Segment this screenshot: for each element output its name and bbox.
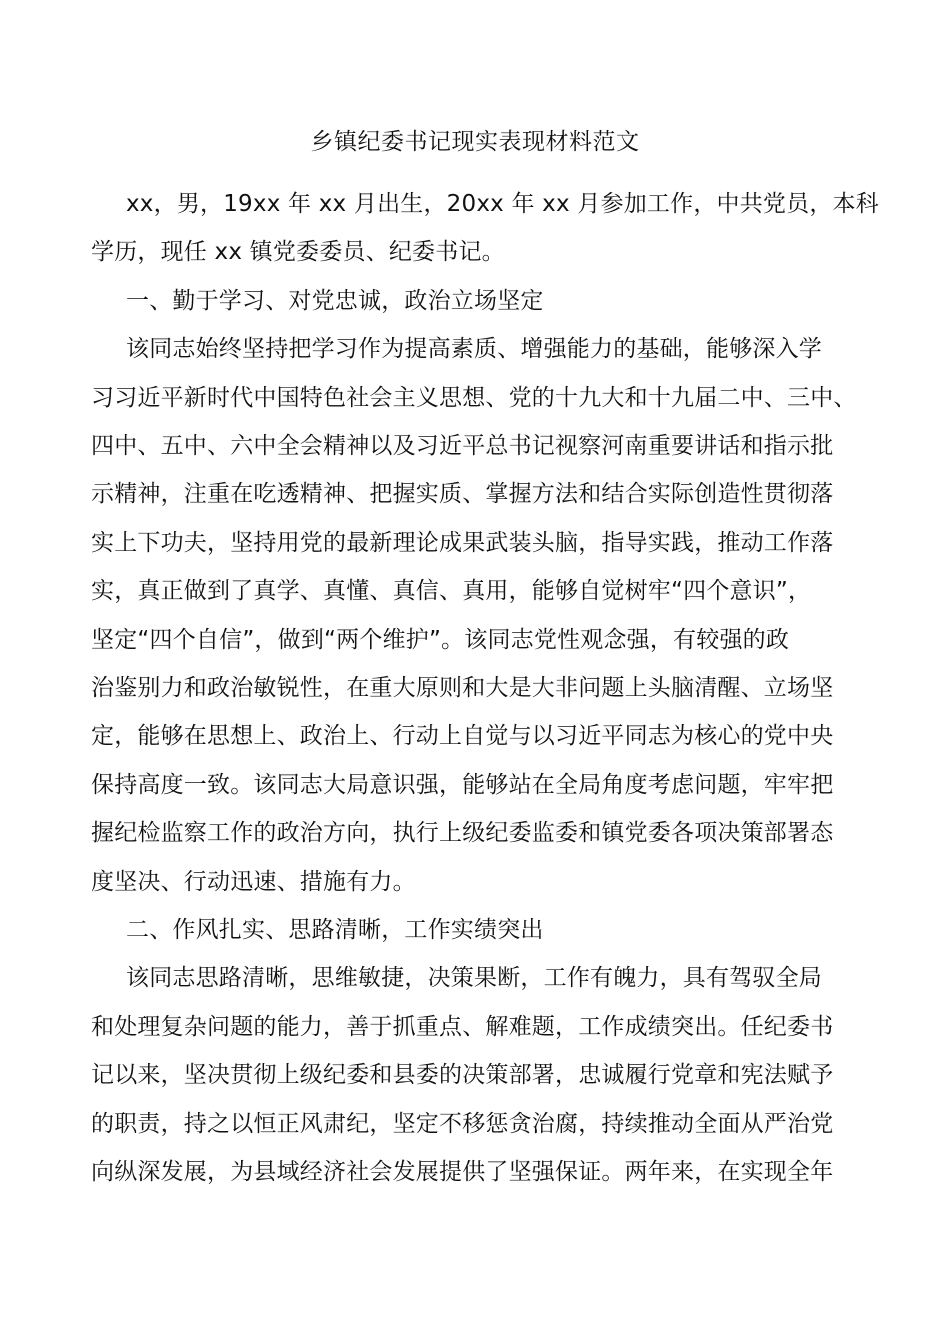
paragraph-line: 握纪检监察工作的政治方向，执行上级纪委监委和镇党委各项决策部署态 bbox=[91, 820, 834, 846]
section-heading: 一、勤于学习、对党忠诚，政治立场坚定 bbox=[126, 288, 544, 314]
paragraph-line: 保持高度一致。该同志大局意识强，能够站在全局角度考虑问题，牢牢把 bbox=[91, 772, 834, 798]
paragraph-line: 实上下功夫，坚持用党的最新理论成果武装头脑，指导实践，推动工作落 bbox=[91, 530, 834, 556]
section-heading: 二、作风扎实、思路清晰，工作实绩突出 bbox=[126, 917, 544, 943]
paragraph-line: 该同志思路清晰，思维敏捷，决策果断，工作有魄力，具有驾驭全局 bbox=[126, 965, 822, 991]
paragraph-line: 治鉴别力和政治敏锐性，在重大原则和大是大非问题上头脑清醒、立场坚 bbox=[91, 675, 834, 701]
paragraph-line: xx，男，19xx 年 xx 月出生，20xx 年 xx 月参加工作，中共党员，本科 bbox=[126, 191, 879, 217]
paragraph-line: 习习近平新时代中国特色社会主义思想、党的十九大和十九届二中、三中、 bbox=[91, 385, 857, 411]
paragraph-line: 的职责，持之以恒正风肃纪，坚定不移惩贪治腐，持续推动全面从严治党 bbox=[91, 1111, 834, 1137]
paragraph-line: 定，能够在思想上、政治上、行动上自觉与以习近平同志为核心的党中央 bbox=[91, 723, 834, 749]
paragraph-line: 学历，现任 xx 镇党委委员、纪委书记。 bbox=[91, 239, 505, 265]
paragraph-line: 和处理复杂问题的能力，善于抓重点、解难题，工作成绩突出。任纪委书 bbox=[91, 1014, 834, 1040]
paragraph-line: 四中、五中、六中全会精神以及习近平总书记视察河南重要讲话和指示批 bbox=[91, 433, 834, 459]
paragraph-line: 实，真正做到了真学、真懂、真信、真用，能够自觉树牢“四个意识”， bbox=[91, 578, 812, 604]
paragraph-line: 记以来，坚决贯彻上级纪委和县委的决策部署，忠诚履行党章和宪法赋予 bbox=[91, 1062, 834, 1088]
document-title: 乡镇纪委书记现实表现材料范文 bbox=[310, 129, 640, 155]
paragraph-line: 向纵深发展，为县域经济社会发展提供了坚强保证。两年来，在实现全年 bbox=[91, 1159, 834, 1185]
paragraph-line: 示精神，注重在吃透精神、把握实质、掌握方法和结合实际创造性贯彻落 bbox=[91, 481, 834, 507]
paragraph-line: 坚定“四个自信”，做到“两个维护”。该同志党性观念强，有较强的政 bbox=[91, 627, 790, 653]
paragraph-line: 该同志始终坚持把学习作为提高素质、增强能力的基础，能够深入学 bbox=[126, 336, 822, 362]
paragraph-line: 度坚决、行动迅速、措施有力。 bbox=[91, 869, 416, 895]
